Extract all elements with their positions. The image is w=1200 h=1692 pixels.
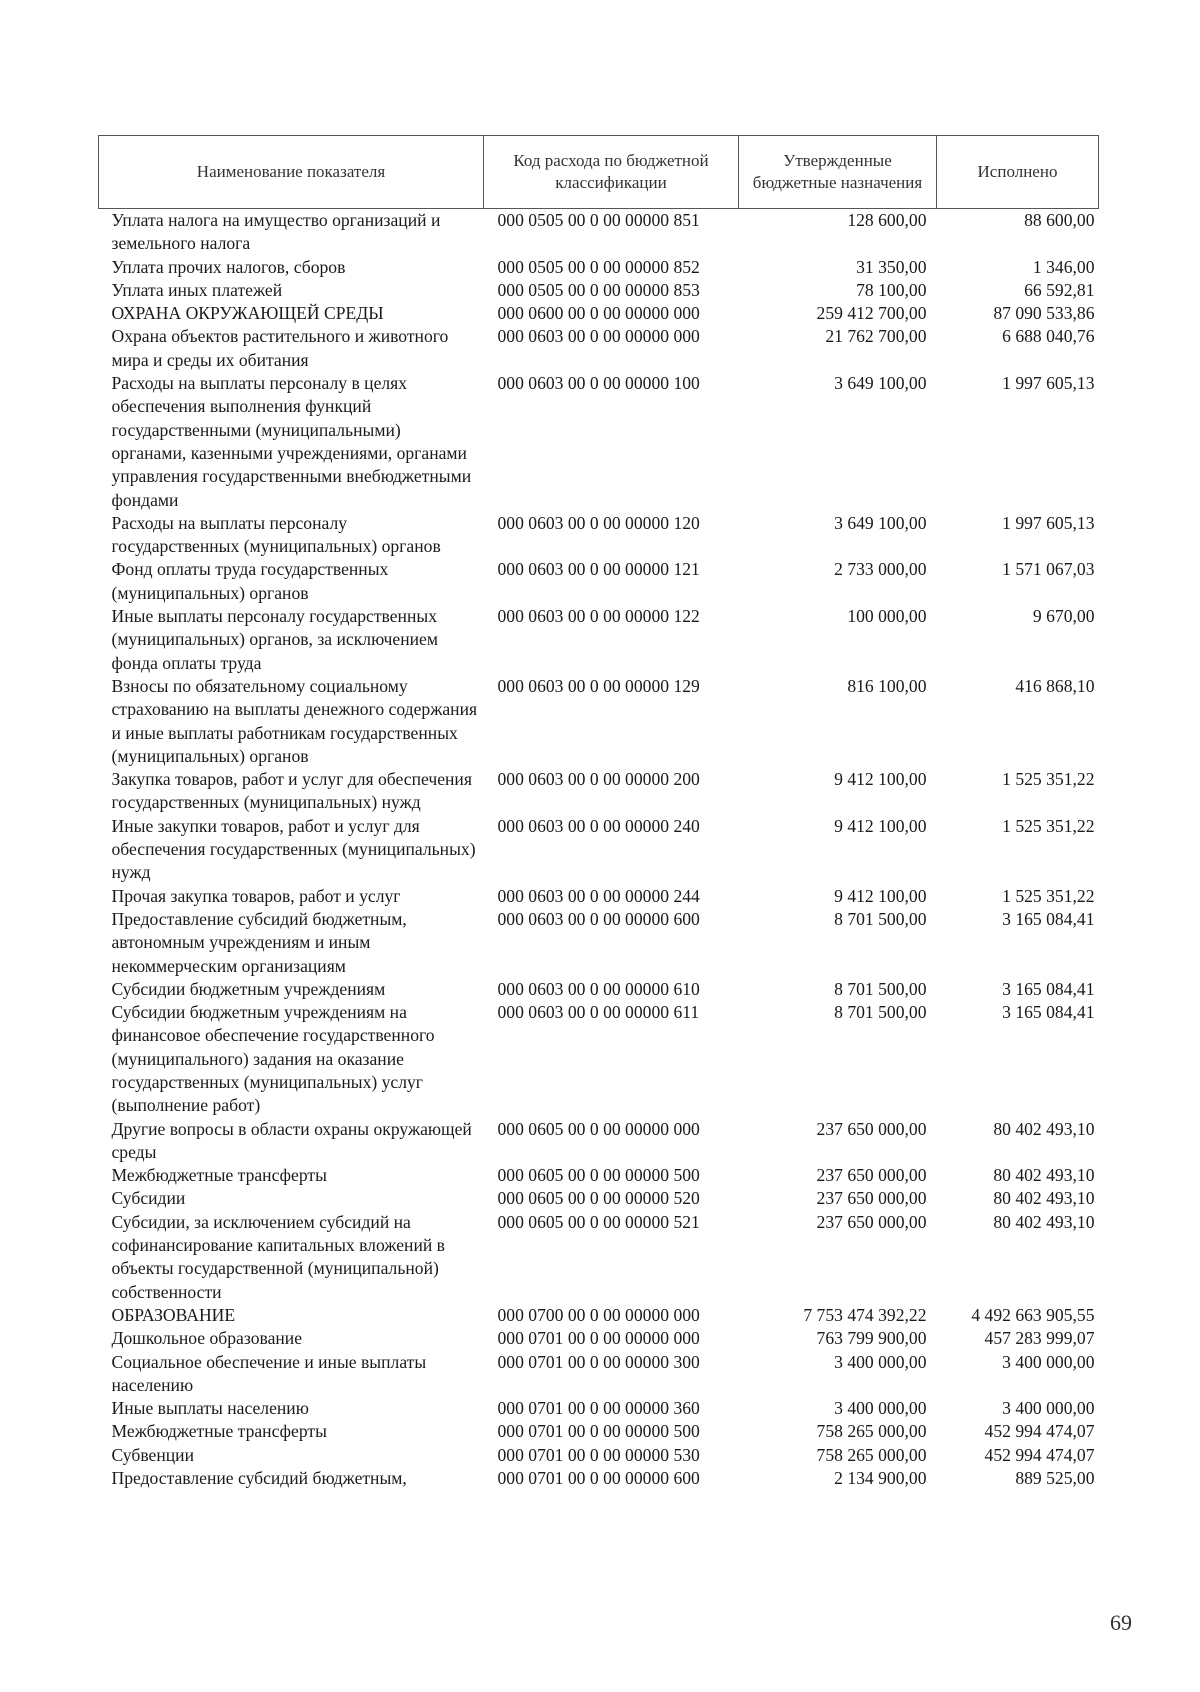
page-number: 69 <box>1110 1610 1132 1635</box>
row-executed-cell: 80 402 493,10 <box>993 1188 1095 1209</box>
row-executed-cell: 1 997 605,13 <box>1002 373 1095 394</box>
table-row <box>99 675 1099 768</box>
row-approved-cell: 259 412 700,00 <box>816 303 927 324</box>
row-code-cell: 000 0603 00 0 00 00000 120 <box>497 512 700 533</box>
header-code: Код расхода по бюджетной классификации <box>484 136 739 209</box>
row-name-cell: Субсидии бюджетным учреждениям <box>111 978 386 999</box>
table-row <box>99 815 1099 885</box>
row-executed-cell: 3 165 084,41 <box>1002 908 1095 929</box>
table-row <box>99 1327 1099 1350</box>
row-name-cell: Межбюджетные трансферты <box>111 1165 327 1186</box>
row-code-cell: 000 0603 00 0 00 00000 200 <box>497 769 700 790</box>
row-name-cell: Закупка товаров, работ и услуг для обеспечения государственных (муниципальных) нужд <box>111 769 472 813</box>
row-approved-cell: 78 100,00 <box>856 279 927 300</box>
table-row <box>99 1444 1099 1467</box>
row-code-cell: 000 0603 00 0 00 00000 240 <box>497 815 700 836</box>
row-approved-cell: 237 650 000,00 <box>816 1188 927 1209</box>
row-executed-cell: 3 400 000,00 <box>1002 1351 1095 1372</box>
row-executed-cell: 452 994 474,07 <box>984 1421 1095 1442</box>
row-code-cell: 000 0603 00 0 00 00000 121 <box>497 559 700 580</box>
row-name-cell: Другие вопросы в области охраны окружающей среды <box>111 1118 472 1162</box>
budget-execution-table <box>98 135 1099 1490</box>
row-name-cell: Социальное обеспечение и иные выплаты населению <box>111 1351 427 1395</box>
row-code-cell: 000 0701 00 0 00 00000 000 <box>497 1328 700 1349</box>
row-approved-cell: 237 650 000,00 <box>816 1211 927 1232</box>
row-approved-cell: 9 412 100,00 <box>834 885 927 906</box>
row-code-cell: 000 0603 00 0 00 00000 610 <box>497 978 700 999</box>
row-name-cell: Предоставление субсидий бюджетным, <box>111 1468 407 1489</box>
row-code-cell: 000 0603 00 0 00 00000 129 <box>497 675 700 696</box>
row-code-cell: 000 0505 00 0 00 00000 851 <box>497 210 700 230</box>
row-executed-cell: 4 492 663 905,55 <box>971 1304 1095 1325</box>
row-executed-cell: 1 997 605,13 <box>1002 512 1095 533</box>
table-row <box>99 256 1099 279</box>
table-row <box>99 1397 1099 1420</box>
row-executed-cell: 87 090 533,86 <box>993 303 1095 324</box>
table-row <box>99 1304 1099 1327</box>
row-code-cell: 000 0603 00 0 00 00000 244 <box>497 885 700 906</box>
row-name-cell: Субсидии, за исключением субсидий на софинансирование капитальных вложений в объекты государственной (муниципальной) собственности <box>111 1211 445 1302</box>
row-name-cell: Охрана объектов растительного и животного мира и среды их обитания <box>111 326 449 370</box>
row-name-cell: Субсидии <box>111 1188 186 1209</box>
row-executed-cell: 88 600,00 <box>1024 210 1095 230</box>
row-code-cell: 000 0505 00 0 00 00000 853 <box>497 279 700 300</box>
row-approved-cell: 21 762 700,00 <box>825 326 927 347</box>
row-approved-cell: 100 000,00 <box>847 606 927 627</box>
row-name-cell: Расходы на выплаты персоналу государственных (муниципальных) органов <box>111 512 441 557</box>
row-code-cell: 000 0701 00 0 00 00000 600 <box>497 1468 700 1489</box>
row-approved-cell: 237 650 000,00 <box>816 1165 927 1186</box>
row-approved-cell: 9 412 100,00 <box>834 769 927 790</box>
row-approved-cell: 2 134 900,00 <box>834 1468 927 1489</box>
table-row <box>99 1467 1099 1490</box>
row-approved-cell: 3 400 000,00 <box>834 1351 927 1372</box>
table-row <box>99 1420 1099 1443</box>
row-executed-cell: 80 402 493,10 <box>993 1211 1095 1232</box>
row-approved-cell: 3 649 100,00 <box>834 512 927 533</box>
row-code-cell: 000 0701 00 0 00 00000 300 <box>497 1351 700 1372</box>
table-body <box>99 209 1099 1491</box>
row-name-cell: Иные выплаты персоналу государственных (муниципальных) органов, за исключением фонда оплаты труда <box>111 606 438 673</box>
row-code-cell: 000 0505 00 0 00 00000 852 <box>497 256 700 277</box>
row-approved-cell: 816 100,00 <box>847 675 927 696</box>
row-code-cell: 000 0605 00 0 00 00000 521 <box>497 1211 700 1232</box>
row-approved-cell: 8 701 500,00 <box>834 1002 927 1023</box>
row-executed-cell: 889 525,00 <box>1015 1468 1095 1489</box>
table-row <box>99 325 1099 372</box>
row-code-cell: 000 0605 00 0 00 00000 500 <box>497 1165 700 1186</box>
row-executed-cell: 1 525 351,22 <box>1002 769 1095 790</box>
row-name-cell: ОХРАНА ОКРУЖАЮЩЕЙ СРЕДЫ <box>111 303 384 324</box>
row-name-cell: Фонд оплаты труда государственных (муниципальных) органов <box>111 559 389 603</box>
row-approved-cell: 7 753 474 392,22 <box>803 1304 927 1325</box>
table-row <box>99 302 1099 325</box>
row-code-cell: 000 0603 00 0 00 00000 611 <box>497 1002 700 1023</box>
row-code-cell: 000 0603 00 0 00 00000 122 <box>497 606 700 627</box>
table-row <box>99 605 1099 675</box>
budget-table-container <box>98 135 1098 1490</box>
row-approved-cell: 8 701 500,00 <box>834 908 927 929</box>
row-code-cell: 000 0603 00 0 00 00000 100 <box>497 373 700 394</box>
row-approved-cell: 758 265 000,00 <box>816 1444 927 1465</box>
row-approved-cell: 128 600,00 <box>847 210 927 230</box>
row-approved-cell: 3 649 100,00 <box>834 373 927 394</box>
row-name-cell: Дошкольное образование <box>111 1328 303 1349</box>
row-approved-cell: 763 799 900,00 <box>816 1328 927 1349</box>
table-row <box>99 279 1099 302</box>
row-code-cell: 000 0600 00 0 00 00000 000 <box>497 303 700 324</box>
row-name-cell: ОБРАЗОВАНИЕ <box>111 1304 236 1325</box>
row-name-cell: Субвенции <box>111 1444 194 1465</box>
row-code-cell: 000 0701 00 0 00 00000 500 <box>497 1421 700 1442</box>
row-approved-cell: 31 350,00 <box>856 256 927 277</box>
header-approved: Утвержденные бюджетные назначения <box>739 136 937 209</box>
row-code-cell: 000 0605 00 0 00 00000 000 <box>497 1118 700 1139</box>
table-row <box>99 1211 1099 1304</box>
table-row <box>99 1187 1099 1210</box>
table-header <box>99 136 1099 209</box>
table-row <box>99 512 1099 559</box>
row-executed-cell: 452 994 474,07 <box>984 1444 1095 1465</box>
row-approved-cell: 758 265 000,00 <box>816 1421 927 1442</box>
row-executed-cell: 416 868,10 <box>1015 675 1095 696</box>
table-row <box>99 209 1099 256</box>
table-row <box>99 908 1099 978</box>
row-code-cell: 000 0605 00 0 00 00000 520 <box>497 1188 700 1209</box>
row-executed-cell: 1 346,00 <box>1032 256 1095 277</box>
table-row <box>99 1164 1099 1187</box>
table-row <box>99 768 1099 815</box>
table-row <box>99 1118 1099 1165</box>
table-row <box>99 885 1099 908</box>
row-approved-cell: 237 650 000,00 <box>816 1118 927 1139</box>
table-row <box>99 1001 1099 1117</box>
row-executed-cell: 80 402 493,10 <box>993 1165 1095 1186</box>
row-name-cell: Предоставление субсидий бюджетным, автономным учреждениям и иным некоммерческим организациям <box>111 908 407 976</box>
row-executed-cell: 3 165 084,41 <box>1002 978 1095 999</box>
table-row <box>99 372 1099 512</box>
row-executed-cell: 66 592,81 <box>1024 279 1095 300</box>
row-executed-cell: 6 688 040,76 <box>1002 326 1095 347</box>
table-row <box>99 1351 1099 1398</box>
row-name-cell: Уплата иных платежей <box>111 279 283 300</box>
row-approved-cell: 3 400 000,00 <box>834 1398 927 1419</box>
header-name: Наименование показателя <box>99 136 484 209</box>
row-executed-cell: 1 525 351,22 <box>1002 815 1095 836</box>
row-name-cell: Субсидии бюджетным учреждениям на финансовое обеспечение государственного (муниципального) задания на оказание государственных (муниципальных) услуг (выполнение работ) <box>111 1002 435 1116</box>
row-executed-cell: 9 670,00 <box>1032 606 1095 627</box>
row-code-cell: 000 0700 00 0 00 00000 000 <box>497 1304 700 1325</box>
row-approved-cell: 2 733 000,00 <box>834 559 927 580</box>
row-executed-cell: 1 571 067,03 <box>1002 559 1095 580</box>
row-name-cell: Уплата налога на имущество организаций и земельного налога <box>111 210 441 254</box>
row-executed-cell: 80 402 493,10 <box>993 1118 1095 1139</box>
row-code-cell: 000 0603 00 0 00 00000 000 <box>497 326 700 347</box>
table-row <box>99 978 1099 1001</box>
header-row <box>99 136 1099 209</box>
row-name-cell: Прочая закупка товаров, работ и услуг <box>111 885 401 906</box>
row-executed-cell: 1 525 351,22 <box>1002 885 1095 906</box>
row-executed-cell: 3 400 000,00 <box>1002 1398 1095 1419</box>
row-name-cell: Расходы на выплаты персоналу в целях обеспечения выполнения функций государственными (муниципальными) органами, казенными учреждениями, органами управления государственными внебюджетными фондами <box>111 373 472 510</box>
header-executed: Исполнено <box>937 136 1099 209</box>
row-executed-cell: 3 165 084,41 <box>1002 1002 1095 1023</box>
row-approved-cell: 9 412 100,00 <box>834 815 927 836</box>
row-code-cell: 000 0701 00 0 00 00000 530 <box>497 1444 700 1465</box>
row-code-cell: 000 0701 00 0 00 00000 360 <box>497 1398 700 1419</box>
row-name-cell: Взносы по обязательному социальному страхованию на выплаты денежного содержания и иные выплаты работникам государственных (муниципальных) органов <box>111 675 478 766</box>
row-name-cell: Иные закупки товаров, работ и услуг для обеспечения государственных (муниципальных) нужд <box>111 815 476 883</box>
table-row <box>99 558 1099 605</box>
row-approved-cell: 8 701 500,00 <box>834 978 927 999</box>
row-name-cell: Межбюджетные трансферты <box>111 1421 327 1442</box>
row-name-cell: Уплата прочих налогов, сборов <box>111 256 346 277</box>
row-name-cell: Иные выплаты населению <box>111 1398 309 1419</box>
row-executed-cell: 457 283 999,07 <box>984 1328 1095 1349</box>
row-code-cell: 000 0603 00 0 00 00000 600 <box>497 908 700 929</box>
